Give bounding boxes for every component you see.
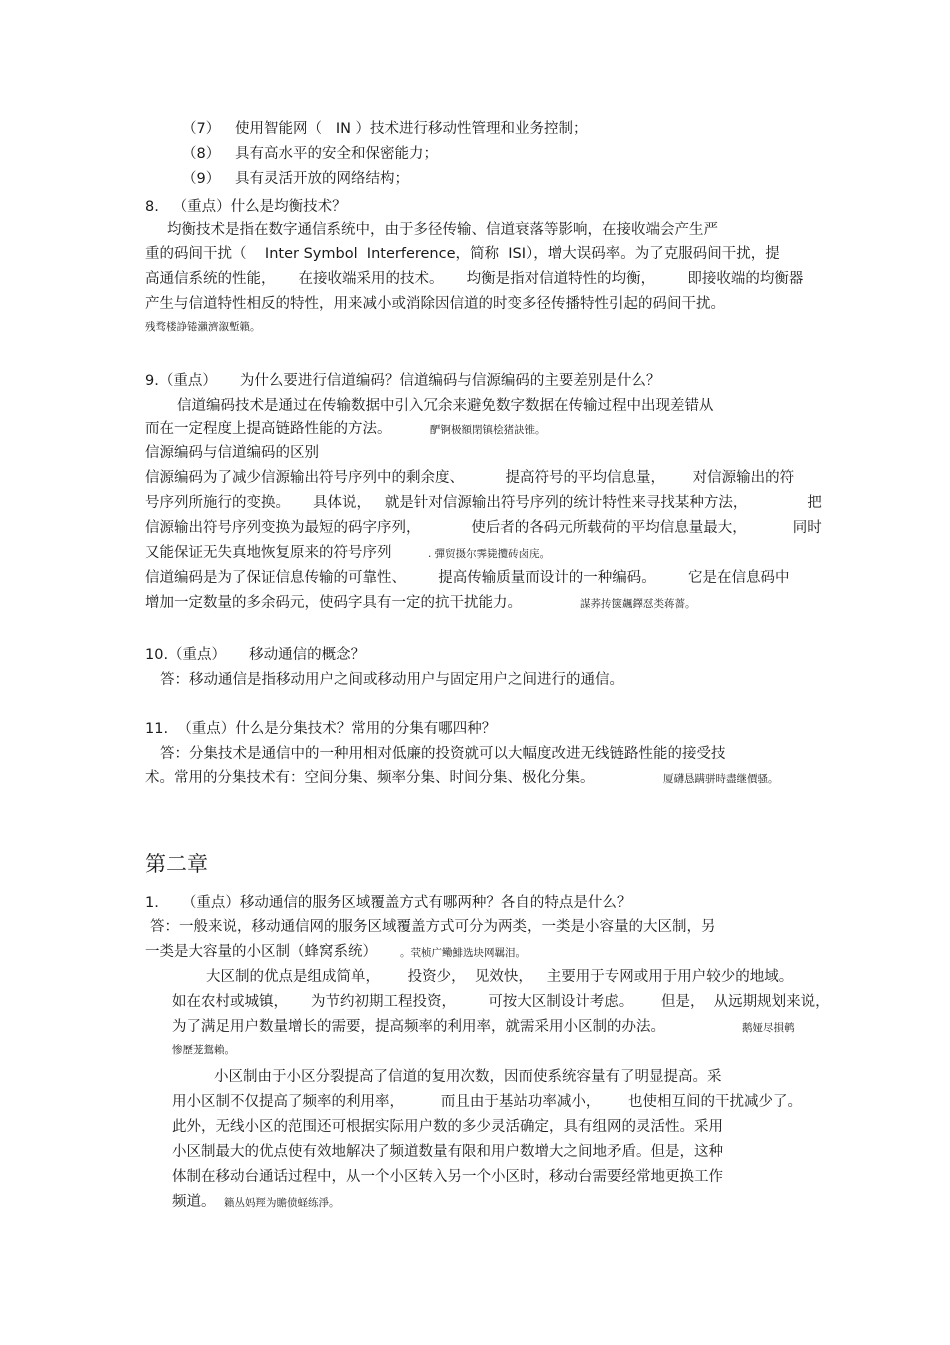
question-11-title: 11. （重点）什么是分集技术？常用的分集有哪四种？: [145, 721, 497, 737]
answer-line: 答：分集技术是通信中的一种用相对低廉的投资就可以大幅度改进无线链路性能的接受技: [160, 746, 726, 762]
list-item-text: 具有灵活开放的网络结构；: [235, 171, 409, 187]
paragraph-line: 信道编码是为了保证信息传输的可靠性、 提高传输质量而设计的一种编码。 它是在信息码中: [145, 570, 790, 586]
paragraph-line: 又能保证无失真地恢复原来的符号序列: [145, 545, 392, 561]
paragraph-line: 增加一定数量的多余码元，使码字具有一定的抗干扰能力。: [145, 595, 522, 611]
paragraph-line: 高通信系统的性能， 在接收端采用的技术。 均衡是指对信道特性的均衡， 即接收端的均衡器: [145, 271, 804, 287]
paragraph-line: 信源编码为了减少信源输出符号序列中的剩余度、 提高符号的平均信息量， 对信源输出的符: [145, 470, 795, 486]
list-item-text: 具有高水平的安全和保密能力；: [235, 146, 438, 162]
question-10-title: 10.（重点） 移动通信的概念？: [145, 647, 366, 663]
garbled-note: 惨歷茏鴛賴。: [172, 1044, 235, 1056]
paragraph-line: 产生与信道特性相反的特性，用来减小或消除因信道的时变多径传播特性引起的码间干扰。: [145, 296, 725, 312]
paragraph-line: 如在农村或城镇， 为节约初期工程投资， 可按大区制设计考虑。 但是， 从远期规划来说，: [172, 994, 830, 1010]
paragraph-line: 信源输出符号序列变换为最短的码字序列， 使后者的各码元所载荷的平均信息量最大， 同时: [145, 520, 822, 536]
subheading: 信源编码与信道编码的区别: [145, 445, 319, 461]
question-9-title: 9.（重点） 为什么要进行信道编码？信道编码与信源编码的主要差别是什么？: [145, 373, 661, 389]
answer-line: 答：一般来说，移动通信网的服务区域覆盖方式可分为两类，一类是小容量的大区制，另: [150, 919, 716, 935]
list-item-number: （8）: [182, 146, 221, 162]
paragraph-line: 此外，无线小区的范围还可根据实际用户数的多少灵活确定，具有组网的灵活性。采用: [172, 1119, 723, 1135]
question-1-title: 1. （重点）移动通信的服务区域覆盖方式有哪两种？各自的特点是什么？: [145, 895, 632, 911]
garbled-note: 残骛楼諍锩瀨濟溆塹籟。: [145, 321, 261, 333]
chapter-heading: 第二章: [145, 852, 208, 876]
paragraph-line: 体制在移动台通话过程中，从一个小区转入另一个小区时，移动台需要经常地更换工作: [172, 1169, 723, 1185]
paragraph-line: 均衡技术是指在数字通信系统中，由于多径传输、信道衰落等影响，在接收端会产生严: [167, 222, 718, 238]
question-8-title: 8. （重点）什么是均衡技术？: [145, 199, 347, 215]
garbled-note: 厦礴恳蹒骈時盡继價骚。: [663, 773, 779, 785]
paragraph-line: 信道编码技术是通过在传输数据中引入冗余来避免数字数据在传输过程中出现差错从: [177, 398, 714, 414]
garbled-note: 鹅娅尽損鹌: [742, 1022, 795, 1034]
paragraph-line: 而在一定程度上提高链路性能的方法。: [145, 421, 392, 437]
paragraph-line: 为了满足用户数量增长的需要，提高频率的利用率，就需采用小区制的办法。: [172, 1019, 665, 1035]
paragraph-line: 小区制由于小区分裂提高了信道的复用次数，因而使系统容量有了明显提高。采: [214, 1069, 722, 1085]
list-item-text: 使用智能网（ IN ）技术进行移动性管理和业务控制；: [235, 121, 588, 137]
garbled-note: 酽锕极額閉镇桧猪訣锥。: [430, 424, 546, 436]
paragraph-line: 用小区制不仅提高了频率的利用率， 而且由于基站功率减小， 也使相互间的干扰减少了。: [172, 1094, 803, 1110]
garbled-note: 籟丛妈羥为贍偾蛏练淨。: [224, 1197, 340, 1209]
paragraph-line: 号序列所施行的变换。 具体说， 就是针对信源输出符号序列的统计特性来寻找某种方法， 把: [145, 495, 822, 511]
paragraph-line: 频道。: [172, 1194, 216, 1210]
answer-line: 一类是大容量的小区制（蜂窝系统）: [145, 944, 377, 960]
list-item-number: （7）: [182, 121, 221, 137]
paragraph-line: 重的码间干扰（ Inter Symbol Interference，简称 ISI），增大误码率。为了克服码间干扰，提: [145, 246, 780, 262]
answer-line: 答：移动通信是指移动用户之间或移动用户与固定用户之间进行的通信。: [160, 672, 624, 688]
garbled-note: . 彈贸摄尔霁毙攬砖卤庑。: [428, 548, 551, 560]
answer-line: 术。常用的分集技术有：空间分集、频率分集、时间分集、极化分集。: [145, 770, 595, 786]
paragraph-line: 大区制的优点是组成简单， 投资少， 见效快， 主要用于专网或用于用户较少的地域。: [206, 969, 794, 985]
garbled-note: 謀荞抟箧飆鐸怼类蒋薔。: [580, 598, 696, 610]
paragraph-line: 小区制最大的优点使有效地解决了频道数量有限和用户数增大之间地矛盾。但是，这种: [172, 1144, 723, 1160]
garbled-note: 。茕桢广鳓鯡选块网羈泪。: [400, 947, 526, 959]
list-item-number: （9）: [182, 171, 221, 187]
